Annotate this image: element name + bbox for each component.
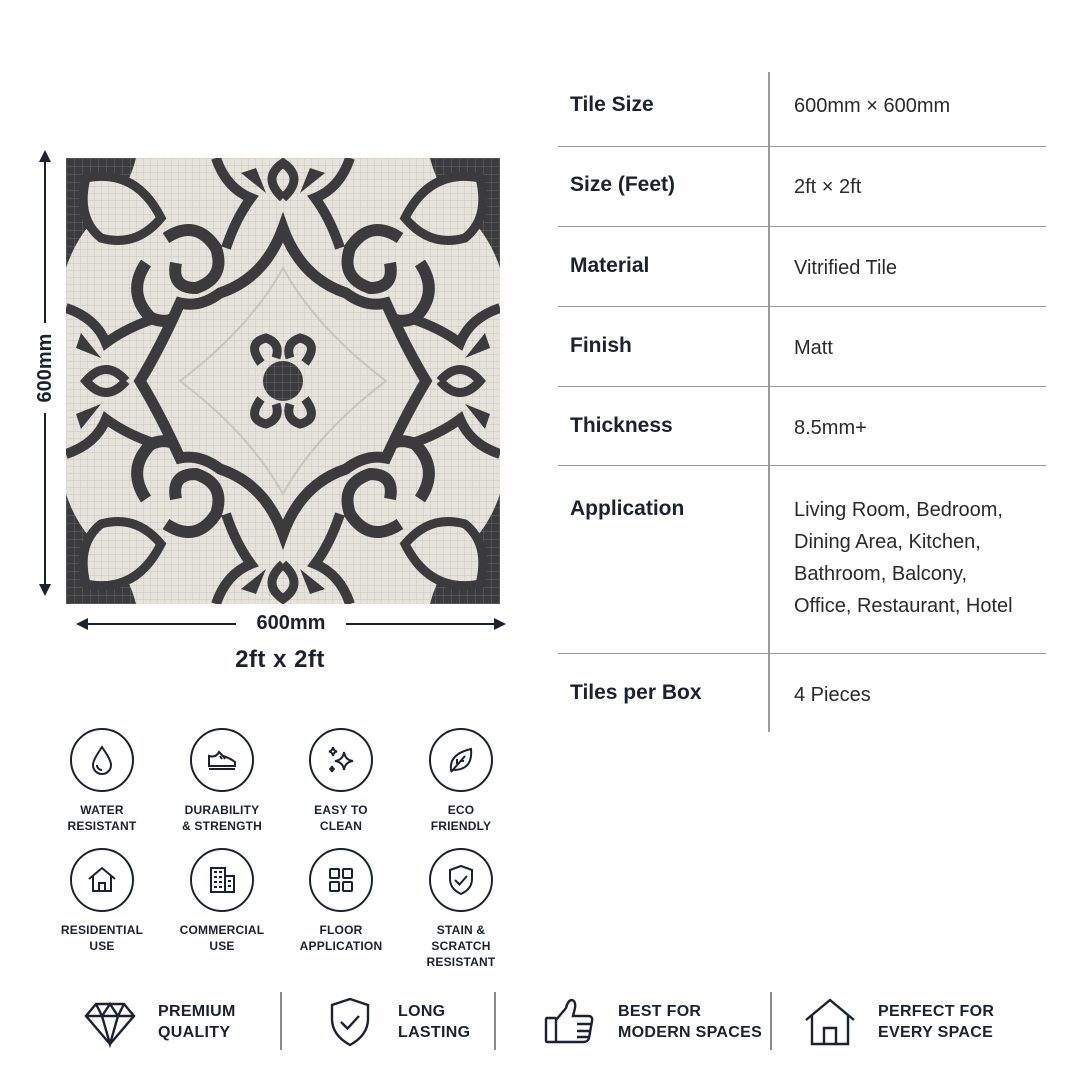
spec-value: 4 Pieces bbox=[794, 684, 871, 706]
spec-key: Finish bbox=[570, 334, 632, 357]
spec-key: Thickness bbox=[570, 414, 673, 437]
thumbs-up-icon bbox=[542, 994, 598, 1050]
feature-commercial-use: COMMERCIAL USE bbox=[167, 848, 277, 954]
benefit-modern-spaces: BEST FOR MODERN SPACES bbox=[542, 990, 762, 1054]
feature-durability: DURABILITY & STRENGTH bbox=[167, 728, 277, 834]
leaf-icon bbox=[443, 742, 479, 778]
width-label: 600mm bbox=[236, 610, 346, 636]
spec-key: Tiles per Box bbox=[570, 681, 702, 704]
benefit-long-lasting: LONG LASTING bbox=[322, 990, 470, 1054]
benefit-every-space: PERFECT FOR EVERY SPACE bbox=[802, 990, 994, 1054]
spec-row-finish bbox=[558, 307, 1046, 387]
feature-water-resistant: WATER RESISTANT bbox=[47, 728, 157, 834]
feature-easy-to-clean: EASY TO CLEAN bbox=[286, 728, 396, 834]
house-icon bbox=[802, 994, 858, 1050]
spec-row-thickness bbox=[558, 387, 1046, 466]
height-dimension bbox=[30, 150, 60, 596]
spec-value-line: Bathroom, Balcony, bbox=[794, 563, 968, 585]
spec-key: Material bbox=[570, 254, 650, 277]
spec-value: Matt bbox=[794, 337, 833, 359]
size-caption: 2ft x 2ft bbox=[235, 646, 325, 673]
spec-value: 8.5mm+ bbox=[794, 417, 867, 439]
sparkle-icon bbox=[323, 742, 359, 778]
spec-value-line: Dining Area, Kitchen, bbox=[794, 531, 981, 553]
spec-row-size-feet bbox=[558, 147, 1046, 227]
spec-value-line: Living Room, Bedroom, bbox=[794, 499, 1003, 521]
spec-row-material bbox=[558, 227, 1046, 307]
spec-key: Size (Feet) bbox=[570, 173, 676, 196]
shield-check-icon bbox=[322, 994, 378, 1050]
building-icon bbox=[204, 862, 240, 898]
spec-key: Tile Size bbox=[570, 93, 654, 116]
feature-floor-application: FLOOR APPLICATION bbox=[286, 848, 396, 954]
spec-value: 600mm × 600mm bbox=[794, 95, 951, 117]
benefit-premium-quality: PREMIUM QUALITY bbox=[82, 990, 236, 1054]
feature-stain-scratch-resistant: STAIN & SCRATCH RESISTANT bbox=[406, 848, 516, 970]
floor-grid-icon bbox=[323, 862, 359, 898]
spec-row-application bbox=[558, 466, 1046, 654]
spec-row-tile-size bbox=[558, 72, 1046, 147]
spec-value-line: Office, Restaurant, Hotel bbox=[794, 595, 1013, 617]
water-drop-icon bbox=[84, 742, 120, 778]
height-label: 600mm bbox=[27, 323, 63, 413]
feature-eco-friendly: ECO FRIENDLY bbox=[406, 728, 516, 834]
diamond-icon bbox=[82, 994, 138, 1050]
spec-value bbox=[794, 494, 1044, 622]
feature-residential-use: RESIDENTIAL USE bbox=[47, 848, 157, 954]
house-icon bbox=[84, 862, 120, 898]
benefits-strip bbox=[0, 990, 1080, 1054]
shield-check-icon bbox=[443, 862, 479, 898]
spec-row-tiles-per-box bbox=[558, 654, 1046, 734]
spec-value: 2ft × 2ft bbox=[794, 176, 862, 198]
spec-value: Vitrified Tile bbox=[794, 257, 898, 279]
shoe-icon bbox=[204, 742, 240, 778]
tile-pattern-image bbox=[66, 158, 500, 604]
width-dimension bbox=[76, 612, 506, 636]
spec-key: Application bbox=[570, 497, 685, 520]
